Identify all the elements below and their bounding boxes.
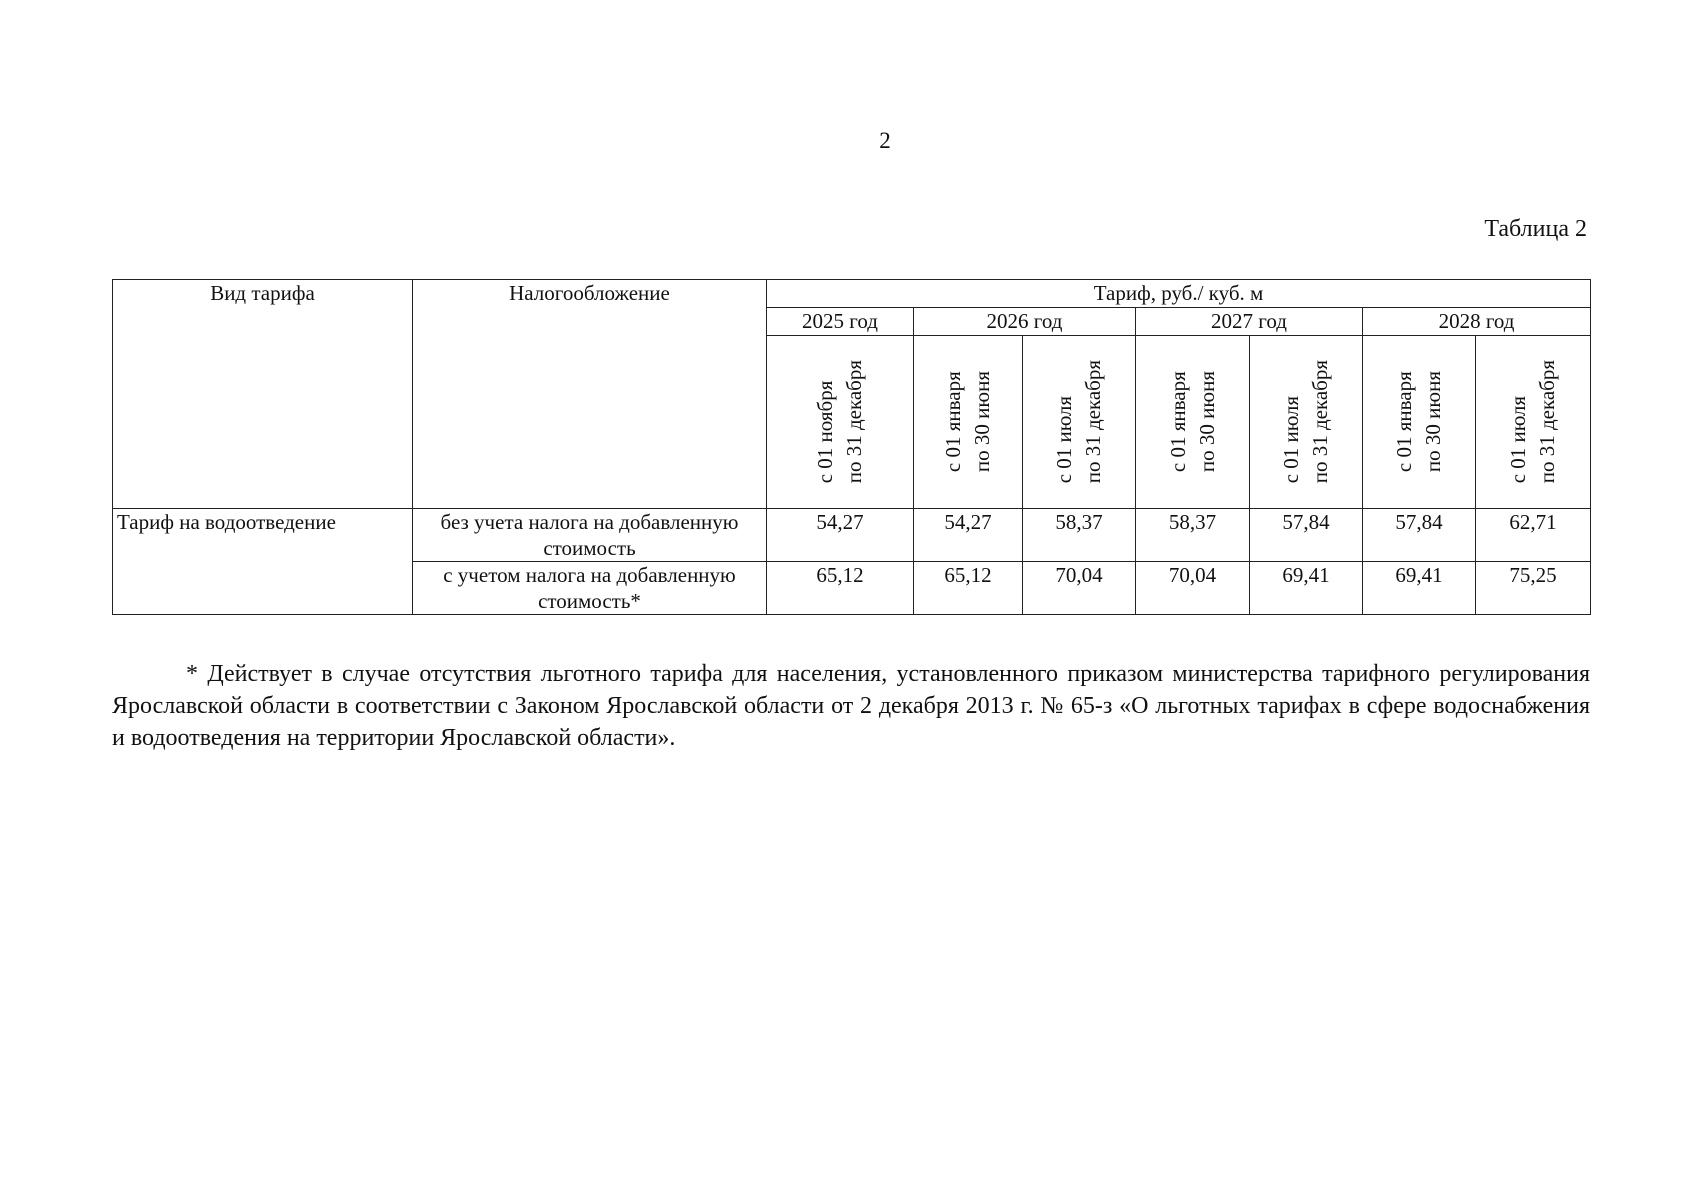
period-start: с 01 июля — [1506, 396, 1531, 484]
value-cell: 54,27 — [914, 509, 1023, 562]
period-end: по 31 декабря — [1308, 360, 1332, 484]
table-row — [113, 509, 1591, 562]
period-start: с 01 января — [1165, 371, 1190, 473]
period-start: с 01 января — [1392, 371, 1416, 473]
taxation-line: стоимость* — [538, 589, 641, 613]
period-end: по 31 декабря — [1535, 360, 1560, 484]
tariff-table — [112, 279, 1591, 615]
year-header: 2026 год — [914, 308, 1136, 336]
value-cell: 57,84 — [1250, 509, 1363, 562]
value-cell: 75,25 — [1476, 562, 1591, 615]
column-header-tariff: Тариф, руб./ куб. м — [767, 280, 1591, 308]
footnote-text: * Действует в случае отсутствия льготного тарифа для населения, установленного приказом министерства тарифного регулирования Ярославской области в соответствии с Законом Ярославской области от 2 декабря 2013 г. № 65-з «О льготных тарифах в сфере водоснабжения и водоотведения на территории Ярославской области». — [112, 661, 1590, 751]
table-caption: Таблица 2 — [1484, 216, 1587, 242]
period-start: с 01 января — [941, 371, 965, 473]
column-header-taxation: Налогообложение — [413, 280, 767, 509]
period-header — [1023, 336, 1136, 509]
taxation-cell — [413, 509, 767, 562]
taxation-line: без учета налога на добавленную — [440, 510, 739, 534]
period-header — [767, 336, 914, 509]
period-header — [1363, 336, 1476, 509]
tariff-name-cell: Тариф на водоотведение — [113, 509, 413, 615]
value-cell: 65,12 — [767, 562, 914, 615]
period-header — [1476, 336, 1591, 509]
period-end: по 31 декабря — [1081, 360, 1105, 484]
year-header: 2027 год — [1136, 308, 1363, 336]
taxation-cell — [413, 562, 767, 615]
value-cell: 58,37 — [1136, 509, 1250, 562]
value-cell: 57,84 — [1363, 509, 1476, 562]
year-header: 2028 год — [1363, 308, 1591, 336]
value-cell: 65,12 — [914, 562, 1023, 615]
year-header: 2025 год — [767, 308, 914, 336]
value-cell: 70,04 — [1023, 562, 1136, 615]
footnote — [112, 658, 1590, 754]
value-cell: 54,27 — [767, 509, 914, 562]
value-cell: 58,37 — [1023, 509, 1136, 562]
column-header-tariff-type: Вид тарифа — [113, 280, 413, 509]
period-header — [1136, 336, 1250, 509]
value-cell: 70,04 — [1136, 562, 1250, 615]
period-end: по 30 июня — [1194, 371, 1219, 473]
period-end: по 30 июня — [1421, 371, 1445, 473]
value-cell: 62,71 — [1476, 509, 1591, 562]
period-end: по 31 декабря — [842, 360, 866, 484]
value-cell: 69,41 — [1250, 562, 1363, 615]
page-number: 2 — [879, 128, 891, 153]
period-start: с 01 июля — [1279, 396, 1303, 484]
value-cell: 69,41 — [1363, 562, 1476, 615]
period-end: по 30 июня — [970, 371, 994, 473]
period-header — [1250, 336, 1363, 509]
period-start: с 01 ноября — [813, 380, 837, 484]
period-start: с 01 июля — [1052, 396, 1076, 484]
taxation-line: стоимость — [543, 536, 636, 560]
period-header — [914, 336, 1023, 509]
taxation-line: с учетом налога на добавленную — [443, 563, 736, 587]
